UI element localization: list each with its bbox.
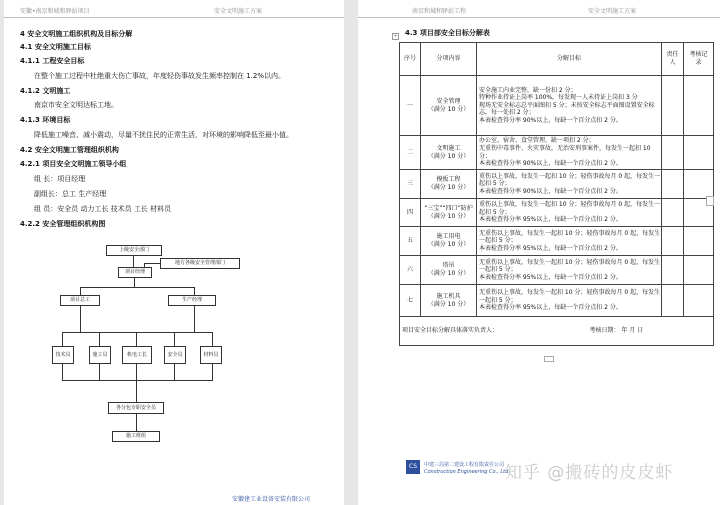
box-local-safety-dept: 地方各级安全管理部门 xyxy=(160,258,240,269)
header-doc-title: 安全文明施工方案 xyxy=(588,8,637,15)
zhihu-watermark: 知乎 @搬砖的皮皮虾 xyxy=(505,463,674,483)
heading-4-1-1: 4.1.1 工程安全目标 xyxy=(20,57,85,65)
box-constructor: 施工员 xyxy=(89,346,111,364)
table-row xyxy=(400,136,714,170)
connector xyxy=(62,380,213,381)
row-goal: 办公室、宿舍、食堂管理，缺一项扣 2 分； 无重伤中毒事件、火灾事故，无治安刑事案件，每发生一起扣 10 分； 本表检查得分率 90%以上，每缺一个百分点扣 2 分。 xyxy=(477,136,662,170)
box-subcontractor-safety: 各分包专职安全员 xyxy=(108,402,164,414)
header-project-name: 安徽•南京和城和驿站项目 xyxy=(20,8,90,15)
row-responsible-cell[interactable] xyxy=(662,199,684,227)
table-row xyxy=(400,227,714,256)
col-header-record: 考核记录 xyxy=(684,43,714,76)
environment-target-text: 降低施工噪音、减小震动，尽量不扰住民的正常生活，对环境的影响降低至最小值。 xyxy=(34,131,293,139)
civilized-target-text: 南京市安全文明达标工地。 xyxy=(34,101,118,109)
row-record-cell[interactable] xyxy=(684,256,714,285)
row-goal: 无重伤以上事故，每发生一起扣 10 分；轻伤事故每月 0 起，每发生一起扣 5 分； 本表检查得分率 95%以上，每缺一个百分点扣 2 分。 xyxy=(477,256,662,285)
table-row xyxy=(400,199,714,227)
safety-target-table xyxy=(399,42,714,346)
signature-cell[interactable] xyxy=(400,317,714,346)
company-logo-icon: CS xyxy=(406,460,420,474)
connector xyxy=(136,332,137,346)
box-production-manager: 生产经理 xyxy=(168,295,216,306)
connector xyxy=(62,332,213,333)
heading-4-2-2: 4.2.2 安全管理组织机构图 xyxy=(20,220,106,228)
col-header-no: 序号 xyxy=(400,43,421,76)
heading-4-1-2: 4.1.2 文明施工 xyxy=(20,87,71,95)
col-header-responsible: 责任人 xyxy=(662,43,684,76)
row-goal: 无重伤以上事故，每发生一起扣 10 分；轻伤事故每月 0 起，每发生一起扣 5 分； 本表检查得分率 95%以上，每缺一个百分点扣 2 分。 xyxy=(477,285,662,317)
assessment-date: 考核日期： 年 月 日 xyxy=(589,327,644,335)
row-no: 二 xyxy=(400,136,421,170)
row-item: 安全管理 （满分 10 分） xyxy=(421,76,477,136)
row-responsible-cell[interactable] xyxy=(662,256,684,285)
row-no: 五 xyxy=(400,227,421,256)
footer-company-en: Construction Engineering Co., Ltd. xyxy=(424,469,510,475)
row-item: 文明施工 （满分 10 分） xyxy=(421,136,477,170)
connector xyxy=(212,332,213,346)
right-document-page xyxy=(358,0,720,505)
connector xyxy=(62,364,63,380)
box-chief-engineer: 项目总工 xyxy=(60,295,100,306)
row-no: 四 xyxy=(400,199,421,227)
connector xyxy=(194,306,195,332)
box-safety-officer: 安全员 xyxy=(164,346,186,364)
box-work-crew: 施工班组 xyxy=(112,431,160,442)
row-record-cell[interactable] xyxy=(684,285,714,317)
deputy-leader-line: 副组长：总工 生产经理 xyxy=(34,190,107,198)
row-goal: 无重伤以上事故，每发生一起扣 10 分；轻伤事故每月 0 起，每发生一起扣 5 分； 本表检查得分率 95%以上，每缺一个百分点扣 2 分。 xyxy=(477,227,662,256)
connector xyxy=(134,278,135,287)
row-record-cell[interactable] xyxy=(684,170,714,199)
row-no: 六 xyxy=(400,256,421,285)
connector xyxy=(212,364,213,380)
connector xyxy=(174,364,175,380)
connector xyxy=(62,332,63,346)
connector xyxy=(99,364,100,380)
signature-label: 项目安全目标分解具体落实负责人： xyxy=(402,327,499,335)
row-record-cell[interactable] xyxy=(684,136,714,170)
connector xyxy=(136,364,137,380)
table-add-column-handle[interactable] xyxy=(706,196,714,206)
footer-company-name: 中建三局第二建设工程有限责任公司 xyxy=(424,462,505,468)
connector xyxy=(144,263,160,264)
connector xyxy=(80,287,81,295)
connector xyxy=(136,380,137,402)
connector xyxy=(136,414,137,431)
header-project-name: 南京和城和驿站工程 xyxy=(412,8,467,15)
section-4-3-title: 4.3 项目部安全目标分解表 xyxy=(405,29,490,37)
page-header xyxy=(358,0,720,18)
row-item: 施工用电 （满分 10 分） xyxy=(421,227,477,256)
table-header-row xyxy=(400,43,714,76)
connector xyxy=(194,287,195,295)
row-no: 一 xyxy=(400,76,421,136)
left-page-footer: 安徽建工业设备安装有限公司 xyxy=(232,496,311,503)
box-superior-safety-dept: 上级安全部门 xyxy=(106,245,162,256)
connector xyxy=(99,332,100,346)
left-document-page xyxy=(4,0,344,505)
table-row xyxy=(400,285,714,317)
row-responsible-cell[interactable] xyxy=(662,285,684,317)
heading-4-2: 4.2 安全文明施工管理组织机构 xyxy=(20,146,119,154)
row-no: 三 xyxy=(400,170,421,199)
row-item: “三宝”“四口”防护（满分 10 分） xyxy=(421,199,477,227)
col-header-item: 分项内容 xyxy=(421,43,477,76)
table-add-row-handle[interactable] xyxy=(544,356,554,362)
heading-chapter-4: 4 安全文明施工组织机构及目标分解 xyxy=(20,30,133,38)
row-record-cell[interactable] xyxy=(684,76,714,136)
col-header-goal: 分解目标 xyxy=(477,43,662,76)
box-project-manager: 项目经理 xyxy=(118,267,152,278)
connector xyxy=(133,256,134,267)
row-goal: 重伤以上事故，每发生一起扣 10 分；轻伤事故每月 0 起，每发生一起扣 5 分； 本表检查得分率 95%以上，每缺一个百分点扣 2 分。 xyxy=(477,199,662,227)
connector xyxy=(80,306,81,332)
heading-4-1: 4.1 安全文明施工目标 xyxy=(20,43,91,51)
row-no: 七 xyxy=(400,285,421,317)
row-responsible-cell[interactable] xyxy=(662,227,684,256)
table-row xyxy=(400,76,714,136)
row-item: 模板工程 （满分 10 分） xyxy=(421,170,477,199)
table-row xyxy=(400,256,714,285)
row-responsible-cell[interactable] xyxy=(662,170,684,199)
row-record-cell[interactable] xyxy=(684,227,714,256)
heading-4-2-1: 4.2.1 项目安全文明施工领导小组 xyxy=(20,160,127,168)
connector xyxy=(174,332,175,346)
box-material-officer: 材料员 xyxy=(200,346,222,364)
connector xyxy=(80,287,195,288)
table-move-handle[interactable]: + xyxy=(393,33,398,39)
box-electromech-foreman: 机电工长 xyxy=(122,346,152,364)
page-header xyxy=(4,0,344,18)
box-technician: 技术员 xyxy=(52,346,74,364)
row-goal: 重伤以上事故，每发生一起扣 10 分；轻伤事故每月 0 起，每发生一起扣 5 分； 本表检查得分率 90%以上，每缺一个百分点扣 2 分。 xyxy=(477,170,662,199)
header-doc-title: 安全文明施工方案 xyxy=(214,8,263,15)
members-line: 组 员：安全员 动力工长 技术员 工长 材料员 xyxy=(34,205,172,213)
row-responsible-cell[interactable] xyxy=(662,76,684,136)
table-row xyxy=(400,170,714,199)
leader-line: 组 长：项目经理 xyxy=(34,175,86,183)
row-item: 塔吊 （满分 10 分） xyxy=(421,256,477,285)
row-responsible-cell[interactable] xyxy=(662,136,684,170)
heading-4-1-3: 4.1.3 环境目标 xyxy=(20,116,71,124)
table-signature-row xyxy=(400,317,714,346)
safety-target-text: 在整个施工过程中杜绝重大伤亡事故，年度轻伤事故发生频率控制在 1.2%以内。 xyxy=(34,72,286,80)
row-goal: 安全施工内业完整，缺一份扣 2 分； 特种作业持证上岗率 100%，每发现一人未持证上岗扣 3 分 现场无安全标志总平面图扣 5 分；未按安全标志平面图设置安全标志，每一处扣 2 分； 本表检查得分率 90%以上，每缺一个百分点扣 2 分。 xyxy=(477,76,662,136)
row-item: 施工机具 （满分 10 分） xyxy=(421,285,477,317)
